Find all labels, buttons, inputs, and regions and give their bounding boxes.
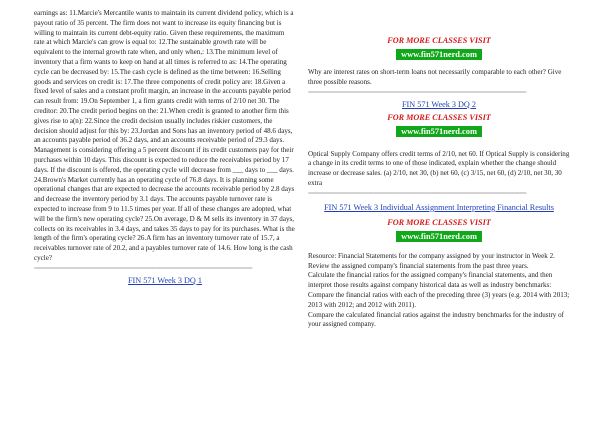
promo-heading: FOR MORE CLASSES VISIT xyxy=(387,217,491,227)
assignment-compare-benchmarks: Compare the calculated financial ratios against the industry benchmarks for the industry of your assigned company. xyxy=(308,310,564,329)
site-banner[interactable]: www.fin571nerd.com xyxy=(396,49,482,60)
dq2-question: Optical Supply Company offers credit terms of 2/10, net 60. If Optical Supply is considering a change in its credit terms to one of those indicated, explain whether the change should increase or decrease sales. (a) 2/10, net 30, (b) net 60, (c) 3/15, net 60, (d) 2/10, net 30, 30 extra xyxy=(308,149,570,187)
divider: ============================================================================================== xyxy=(308,191,527,197)
link-week3-dq1[interactable]: FIN 571 Week 3 DQ 1 xyxy=(127,275,202,285)
assignment-review: Review the assigned company's financial statements from the past three years. xyxy=(308,261,529,270)
promo-heading: FOR MORE CLASSES VISIT xyxy=(387,112,491,122)
link-individual-assignment[interactable]: FIN 571 Week 3 Individual Assignment Interpreting Financial Results xyxy=(324,202,554,212)
divider: ============================================================================================== xyxy=(34,266,253,272)
right-column xyxy=(308,0,570,330)
promo-heading: FOR MORE CLASSES VISIT xyxy=(387,36,491,45)
assignment-resource: Resource: Financial Statements for the company assigned by your instructor in Week 2. xyxy=(308,251,555,260)
left-column xyxy=(34,0,296,285)
divider: ============================================================================================== xyxy=(308,90,527,96)
site-banner[interactable]: www.fin571nerd.com xyxy=(396,231,482,242)
site-banner[interactable]: www.fin571nerd.com xyxy=(396,126,482,137)
assignment-calculate: Calculate the financial ratios for the assigned company's financial statements, and then interpret those results against company historical data as well as industry benchmarks: xyxy=(308,271,553,290)
assignment-compare-years: Compare the financial ratios with each of the preceding three (3) years (e.g. 2014 with 2013; 2013 with 2012; and 2012 with 2011). xyxy=(308,290,570,309)
link-week3-dq2[interactable]: FIN 571 Week 3 DQ 2 xyxy=(401,99,476,109)
dq1-question: Why are interest rates on short-term loans not necessarily comparable to each other? Give three possible reasons. xyxy=(308,68,562,86)
questions-text: earnings as: 11.Marcie's Mercantile wants to maintain its current dividend policy, which is a payout ratio of 35 percent. The firm does not want to increase its equity financing but is willing to maintain its current debt-equity ratio. Given these requirements, the maximum rate at which Marcie's can grow is equal to: 12.The sustainable growth rate will be equivalent to the internal growth rate when, and only when,: 13.The minimum level of inventory that a firm wants to keep on hand at all times is referred to as: 14.The operating cycle can be decreased by: 15.The cash cycle is defined as the time between: 16.Selling goods and services on credit is: 17.The three components of credit policy are: 18.Given a fixed level of sales and a constant profit margin, an increase in the accounts payable period can result from: 19.On September 1, a firm grants credit with terms of 2/10 net 30. The creditor: 20.The credit period begins on the: 21.When credit is granted to another firm this gives rise to a(n): 22.Since the credit decision usually includes riskier customers, the decision should adjust for this by: 23.Jordan and Sons has an inventory period of 48.6 days, an accounts payable period of 36.2 days, and an accounts receivable period of 29.3 days. Management is considering offering a 5 percent discount if its credit customers pay for their purchases within 10 days. This discount is expected to reduce the receivables period by 17 days. If the discount is offered, the operating cycle will decrease from ___ days to ___ days. 24.Brown's Market currently has an operating cycle of 76.8 days. It is planning some operational changes that are expected to decrease the accounts receivable period by 2.8 days and decrease the inventory period by 3.1 days. The accounts payable turnover rate is expected to increase from 9 to 11.5 times per year. If all of these changes are adopted, what will be the firm's new operating cycle? 25.On average, D & M sells its inventory in 37 days, collects on its receivables in 3.4 days, and takes 35 days to pay for its purchases. What is the length of the firm's operating cycle? 26.A firm has an inventory turnover rate of 15.7, a receivables turnover rate of 20.2, and a payables turnover rate of 14.6. How long is the cash cycle? xyxy=(34,9,295,262)
